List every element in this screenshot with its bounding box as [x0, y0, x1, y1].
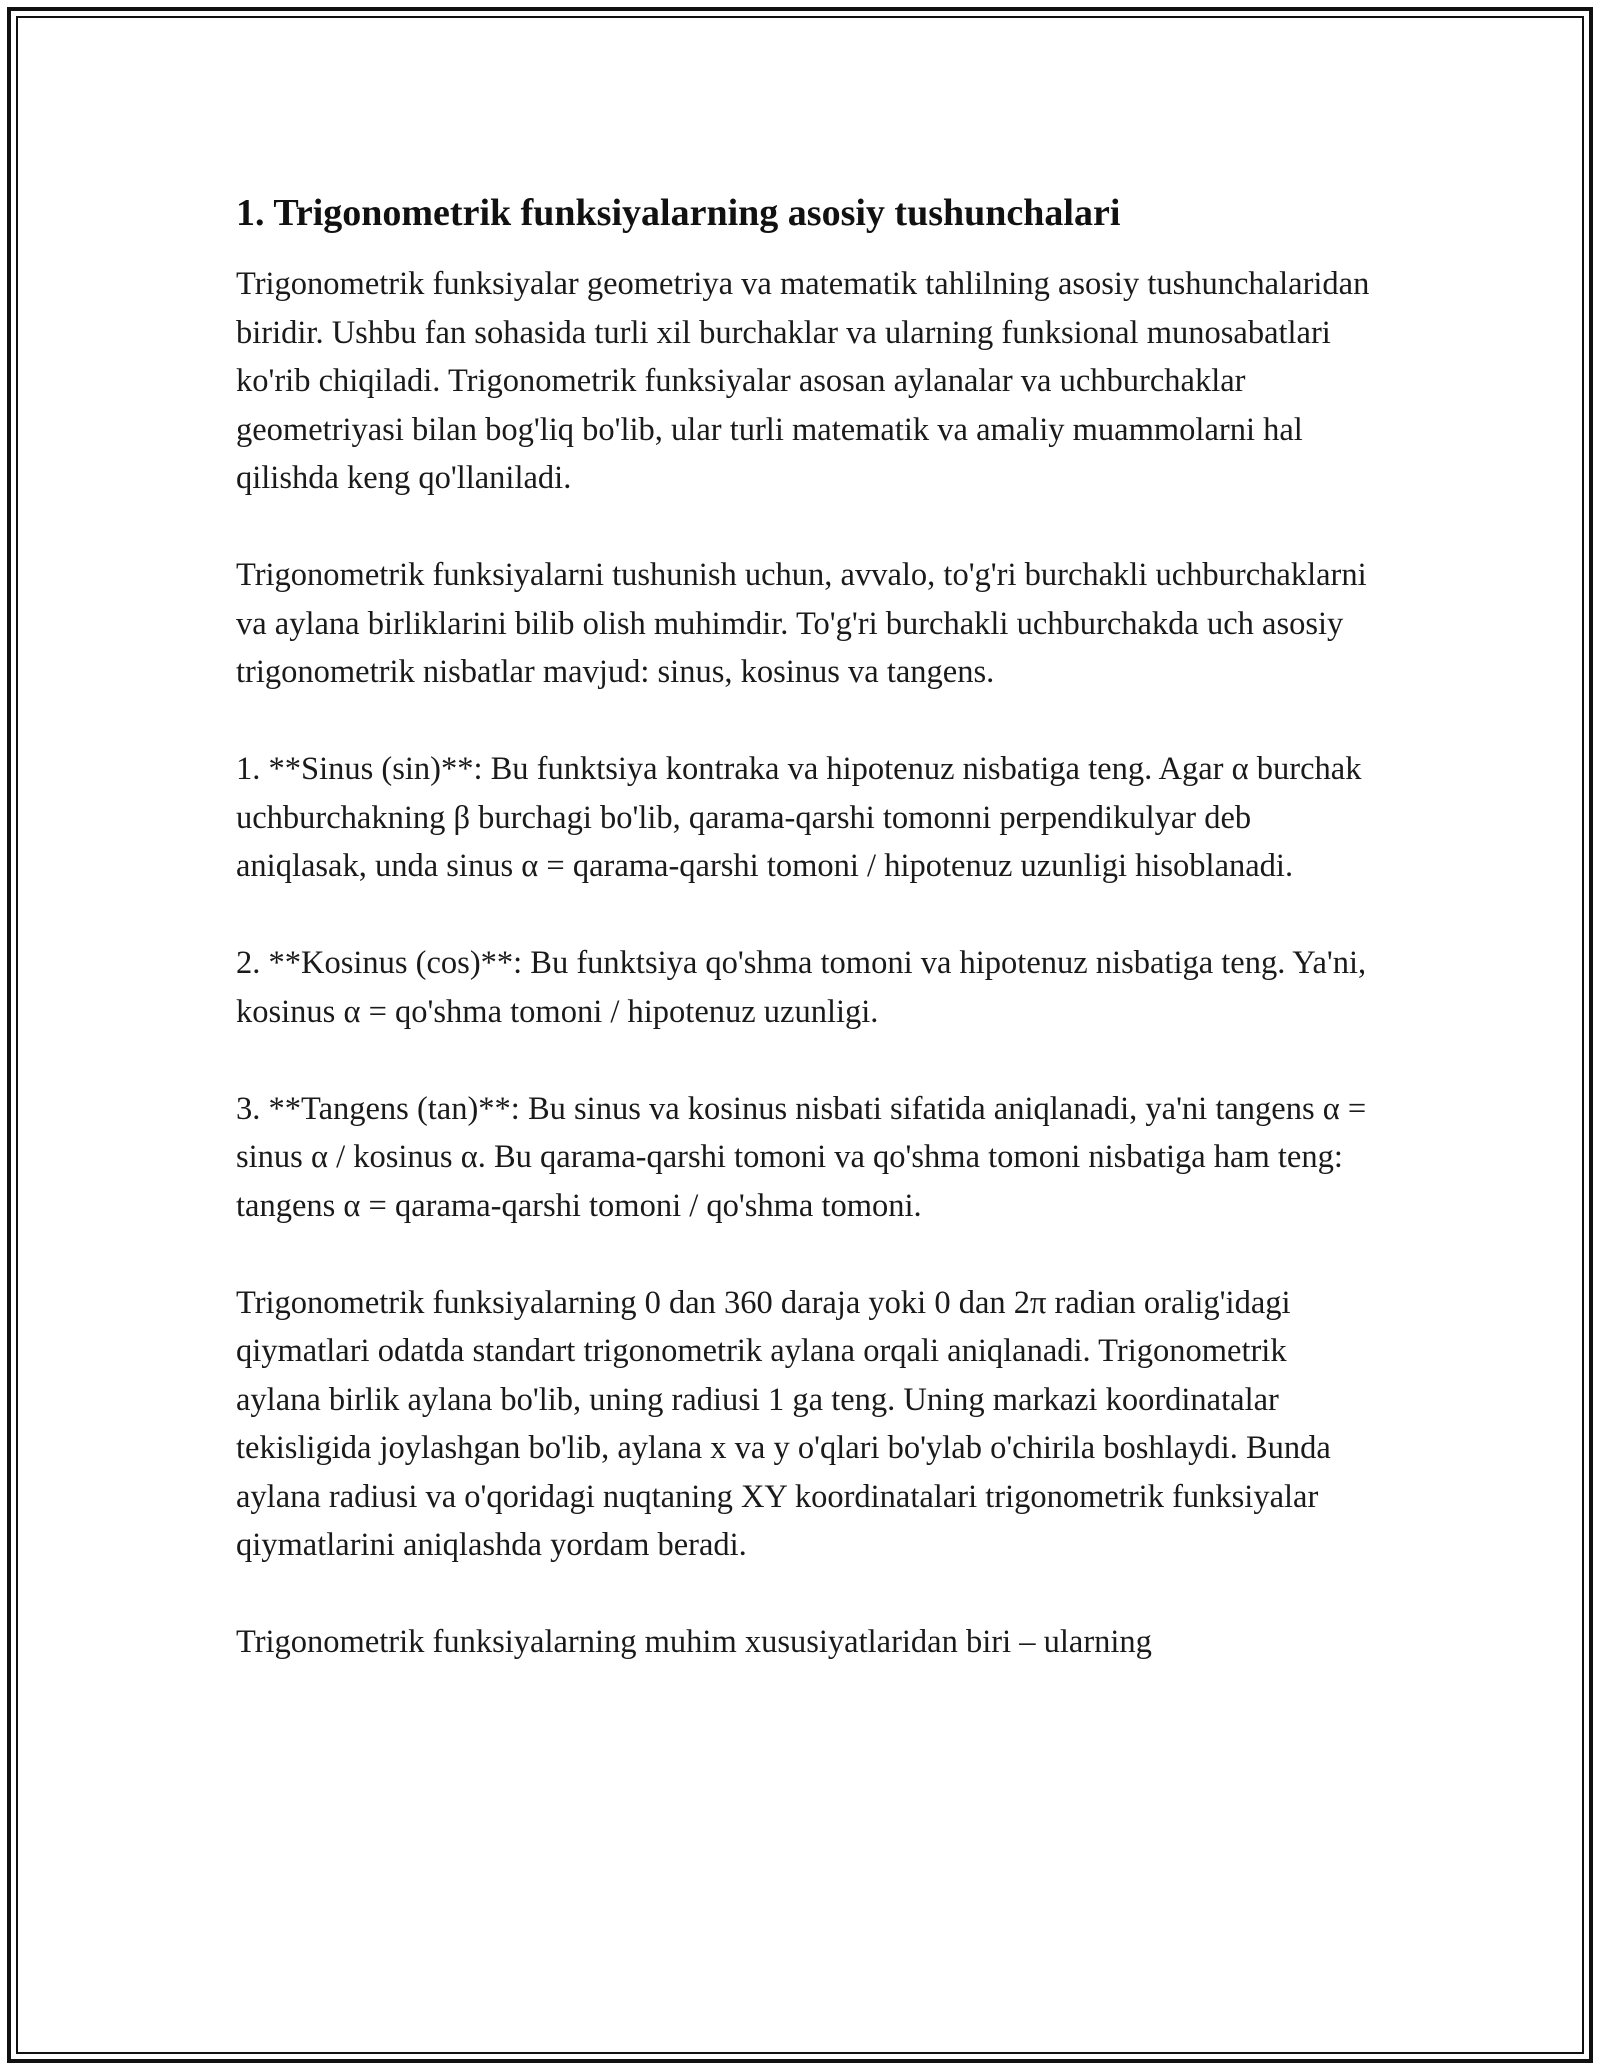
section-heading: 1. Trigonometrik funksiyalarning asosiy tushunchalari — [236, 192, 1121, 234]
paragraph-introduction: Trigonometrik funksiyalar geometriya va matematik tahlilning asosiy tushunchalaridan biridir. Ushbu fan sohasida turli xil burchaklar va ularning funksional munosabatlari ko'rib chiqiladi. Trigonometrik funksiyalar asosan aylanalar va uchburchaklar geometriyasi bilan bog'liq bo'lib, ular turli matematik va amaliy muammolarni hal qilishda keng qo'llaniladi. — [236, 266, 1370, 496]
paragraph-kosinus: 2. **Kosinus (cos)**: Bu funktsiya qo'shma tomoni va hipotenuz nisbatiga teng. Ya'ni, kosinus α = qo'shma tomoni / hipotenuz uzunligi. — [236, 945, 1367, 1030]
paragraph-tangens: 3. **Tangens (tan)**: Bu sinus va kosinus nisbati sifatida aniqlanadi, ya'ni tangens α = sinus α / kosinus α. Bu qarama-qarshi tomoni va qo'shma tomoni nisbatiga ham teng: tangens α = qarama-qarshi tomoni / qo'shma tomoni. — [236, 1090, 1367, 1224]
paragraph-right-triangle: Trigonometrik funksiyalarni tushunish uchun, avvalo, to'g'ri burchakli uchburchaklarni va aylana birliklarini bilib olish muhimdir. To'g'ri burchakli uchburchakda uch asosiy trigonometrik nisbatlar mavjud: sinus, kosinus va tangens. — [236, 557, 1367, 690]
document-body — [236, 188, 1376, 1715]
paragraph-unit-circle: Trigonometrik funksiyalarning 0 dan 360 daraja yoki 0 dan 2π radian oralig'idagi qiymatlari odatda standart trigonometrik aylana orqali aniqlanadi. Trigonometrik aylana birlik aylana bo'lib, uning radiusi 1 ga teng. Uning markazi koordinatalar tekisligida joylashgan bo'lib, aylana x va y o'qlari bo'ylab o'chirila boshlaydi. Bunda aylana radiusi va o'qoridagi nuqtaning XY koordinatalari trigonometrik funksiyalar qiymatlarini aniqlashda yordam beradi. — [236, 1284, 1331, 1563]
paragraph-sinus: 1. **Sinus (sin)**: Bu funktsiya kontraka va hipotenuz nisbatiga teng. Agar α burchak uchburchakning β burchagi bo'lib, qarama-qarshi tomonni perpendikulyar deb aniqlasak, unda sinus α = qarama-qarshi tomoni / hipotenuz uzunligi hisoblanadi. — [236, 751, 1362, 884]
paragraph-properties: Trigonometrik funksiyalarning muhim xususiyatlaridan biri – ularning — [236, 1624, 1152, 1660]
